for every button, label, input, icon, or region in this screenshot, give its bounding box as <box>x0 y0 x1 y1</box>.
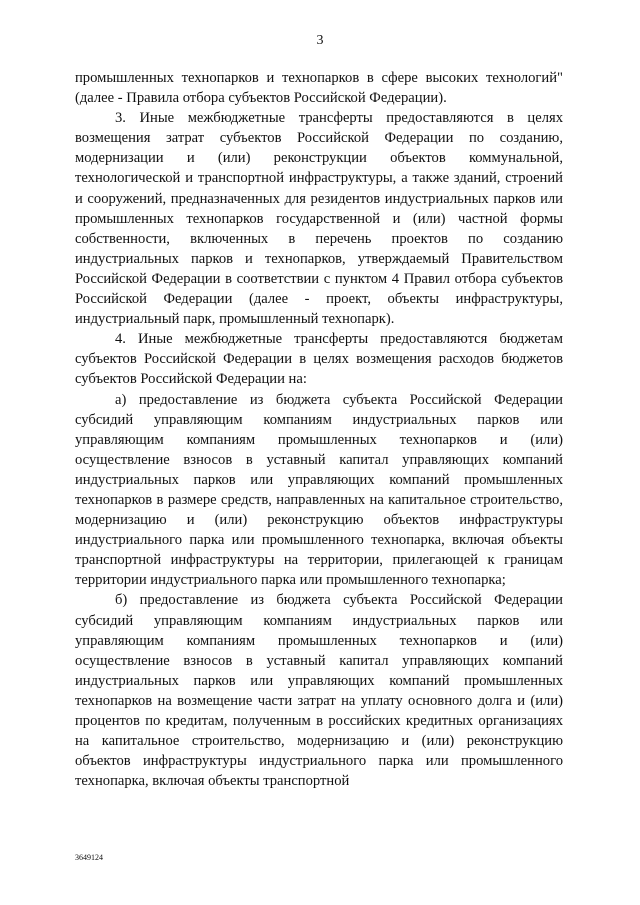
page-number: 3 <box>316 33 324 48</box>
paragraph-continuation: промышленных технопарков и технопарков в сфере высоких технологий" (далее - Правила отбора субъектов Российской Федерации). <box>75 70 563 107</box>
paragraph-subitem-b: б) предоставление из бюджета субъекта Российской Федерации субсидий управляющим компаниям индустриальных парков или управляющим компаниям промышленных технопарков и (или) осуществление взносов в уставный капитал управляющих компаний индустриальных парков или управляющих компаний промышленных технопарков на возмещение части затрат на уплату основного долга и (или) процентов по кредитам, полученным в российских кредитных организациях на капитальное строительство, модернизацию и (или) реконструкцию объектов инфраструктуры индустриального парка или промышленного технопарка, включая объекты транспортной <box>75 592 563 790</box>
document-body <box>75 68 563 791</box>
paragraph-item-4: 4. Иные межбюджетные трансферты предоставляются бюджетам субъектов Российской Федерации в целях возмещения расходов бюджетов субъектов Российской Федерации на: <box>75 331 563 388</box>
paragraph-subitem-a: а) предоставление из бюджета субъекта Российской Федерации субсидий управляющим компаниям индустриальных парков или управляющим компаниям промышленных технопарков и (или) осуществление взносов в уставный капитал управляющих компаний индустриальных парков или управляющих компаний промышленных технопарков в размере средств, направленных на капитальное строительство, модернизацию и (или) реконструкцию объектов инфраструктуры индустриального парка или промышленного технопарка, включая объекты транспортной инфраструктуры на территории, прилегающей к границам территории индустриального парка или промышленного технопарка; <box>75 391 563 589</box>
document-id: 3649124 <box>75 853 103 862</box>
paragraph-item-3: 3. Иные межбюджетные трансферты предоставляются в целях возмещения затрат субъектов Российской Федерации по созданию, модернизации и (или) реконструкции объектов коммунальной, технологической и транспортной инфраструктуры, а также зданий, строений и сооружений, предназначенных для резидентов индустриальных парков или промышленных технопарков государственной и (или) частной формы собственности, включенных в перечень проектов по созданию индустриальных парков и технопарков, утверждаемый Правительством Российской Федерации в соответствии с пунктом 4 Правил отбора субъектов Российской Федерации (далее - проект, объекты инфраструктуры, индустриальный парк, промышленный технопарк). <box>75 110 563 328</box>
